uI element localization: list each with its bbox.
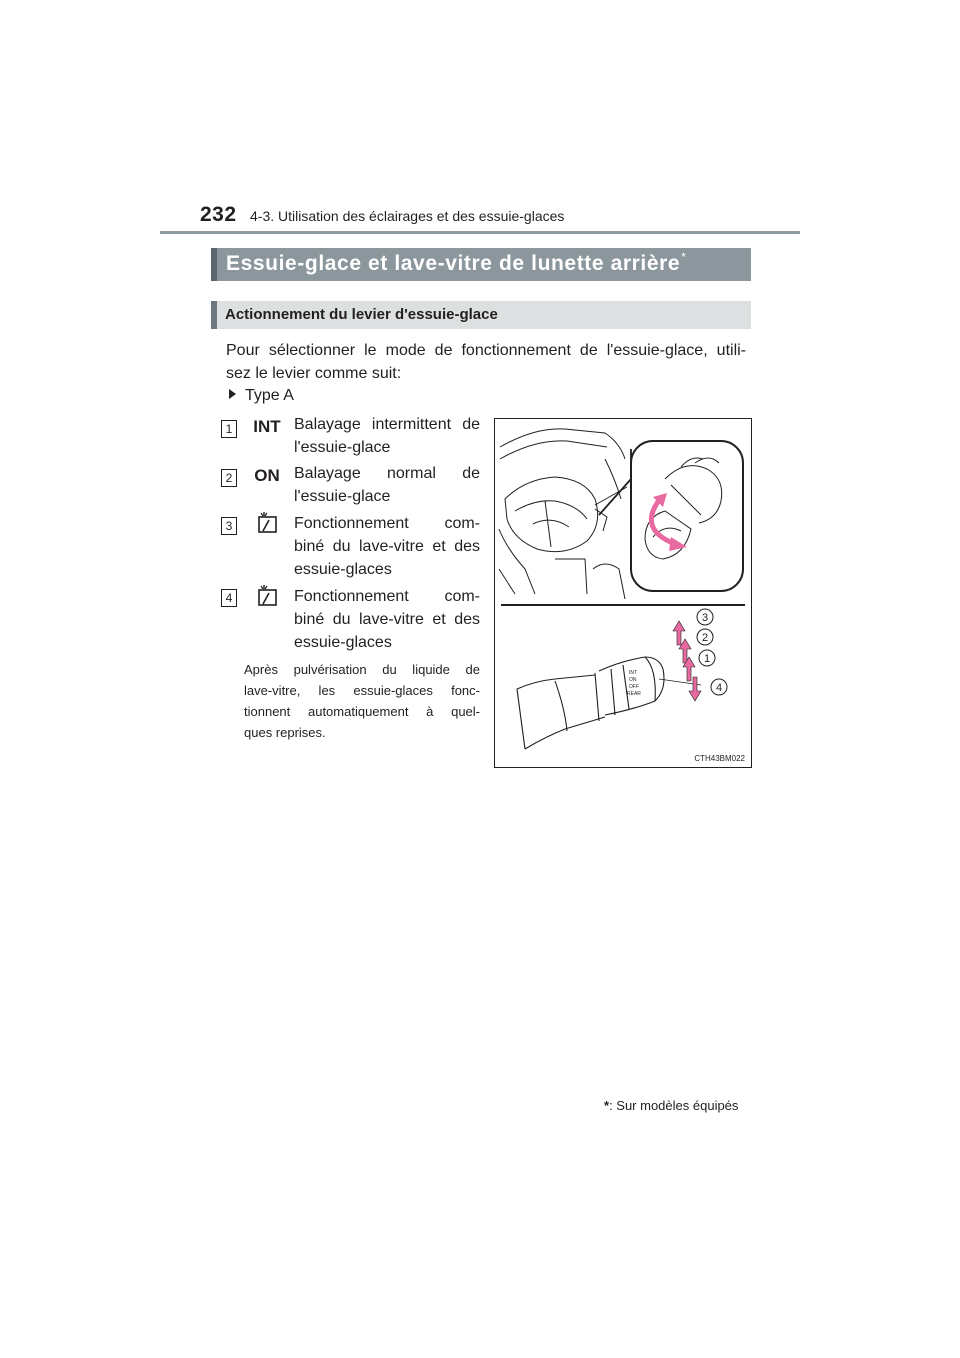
item-line: essuie-glaces bbox=[294, 561, 392, 578]
lever-label-off: OFF bbox=[629, 684, 639, 690]
section-heading-bar bbox=[211, 248, 217, 281]
lever-label-int: INT bbox=[629, 670, 638, 676]
note-line: lave-vitre, les essuie-glaces fonc- bbox=[244, 683, 480, 698]
rear-washer-icon bbox=[255, 511, 281, 535]
item-line: l'essuie-glace bbox=[294, 439, 391, 456]
mode-label-on: ON bbox=[254, 466, 280, 485]
item-number-badge: 1 bbox=[221, 420, 237, 438]
section-heading-text bbox=[226, 252, 686, 276]
item-description bbox=[294, 413, 480, 459]
header-rule bbox=[160, 231, 800, 234]
direction-arrows bbox=[673, 621, 701, 701]
footnote-text: : Sur modèles équipés bbox=[609, 1098, 739, 1113]
callout-4: 4 bbox=[715, 682, 723, 694]
item-line: Fonctionnement com- bbox=[294, 588, 480, 605]
callout-3: 3 bbox=[701, 612, 709, 624]
optional-equipment-marker: * bbox=[681, 250, 687, 264]
subsection-title: Actionnement du levier d'essuie-glace bbox=[225, 306, 498, 323]
item-description bbox=[294, 585, 480, 654]
section-heading bbox=[211, 248, 751, 281]
item-line: essuie-glaces bbox=[294, 634, 392, 651]
dashboard-drawing bbox=[499, 429, 627, 599]
page-number: 232 bbox=[200, 203, 237, 226]
item-line: biné du lave-vitre et des bbox=[294, 611, 480, 628]
lever-label-rear: REAR bbox=[627, 691, 641, 697]
intro-line: sez le levier comme suit: bbox=[226, 365, 402, 382]
item-line: biné du lave-vitre et des bbox=[294, 538, 480, 555]
inset-frame bbox=[631, 441, 743, 591]
wiper-lever-illustration bbox=[494, 418, 752, 768]
callout-2: 2 bbox=[701, 632, 709, 644]
triangle-bullet-icon bbox=[229, 389, 236, 399]
item-line: Fonctionnement com- bbox=[294, 515, 480, 532]
after-spray-note bbox=[244, 659, 480, 743]
item-description bbox=[294, 512, 480, 581]
note-line: ques reprises. bbox=[244, 725, 326, 740]
item-number-badge: 3 bbox=[221, 517, 237, 535]
callout-1: 1 bbox=[703, 653, 711, 665]
note-line: Après pulvérisation du liquide de bbox=[244, 662, 480, 677]
chapter-title: 4-3. Utilisation des éclairages et des essuie-glaces bbox=[250, 208, 565, 224]
item-line: l'essuie-glace bbox=[294, 488, 391, 505]
type-label bbox=[229, 387, 294, 405]
intro-line: Pour sélectionner le mode de fonctionnement de l'essuie-glace, utili- bbox=[226, 342, 746, 359]
lever-label-on: ON bbox=[629, 677, 637, 683]
type-label-text: Type A bbox=[245, 387, 294, 404]
figure-code: CTH43BM022 bbox=[694, 754, 745, 763]
item-number-badge: 4 bbox=[221, 589, 237, 607]
mode-label-int: INT bbox=[253, 417, 281, 436]
footnote-marker: * bbox=[604, 1098, 610, 1113]
footnote bbox=[604, 1098, 738, 1113]
item-line: Balayage intermittent de bbox=[294, 416, 480, 433]
lever-drawing bbox=[517, 657, 664, 749]
subsection-heading-bar bbox=[211, 301, 217, 329]
section-title: Essuie-glace et lave-vitre de lunette arrière bbox=[226, 252, 681, 275]
item-line: Balayage normal de bbox=[294, 465, 480, 482]
item-number-badge: 2 bbox=[221, 469, 237, 487]
illustration-drawing bbox=[495, 419, 751, 767]
item-description bbox=[294, 462, 480, 508]
intro-paragraph bbox=[226, 339, 746, 385]
subsection-heading bbox=[211, 301, 751, 329]
rear-washer-icon bbox=[255, 584, 281, 608]
note-line: tionnent automatiquement à quel- bbox=[244, 704, 480, 719]
